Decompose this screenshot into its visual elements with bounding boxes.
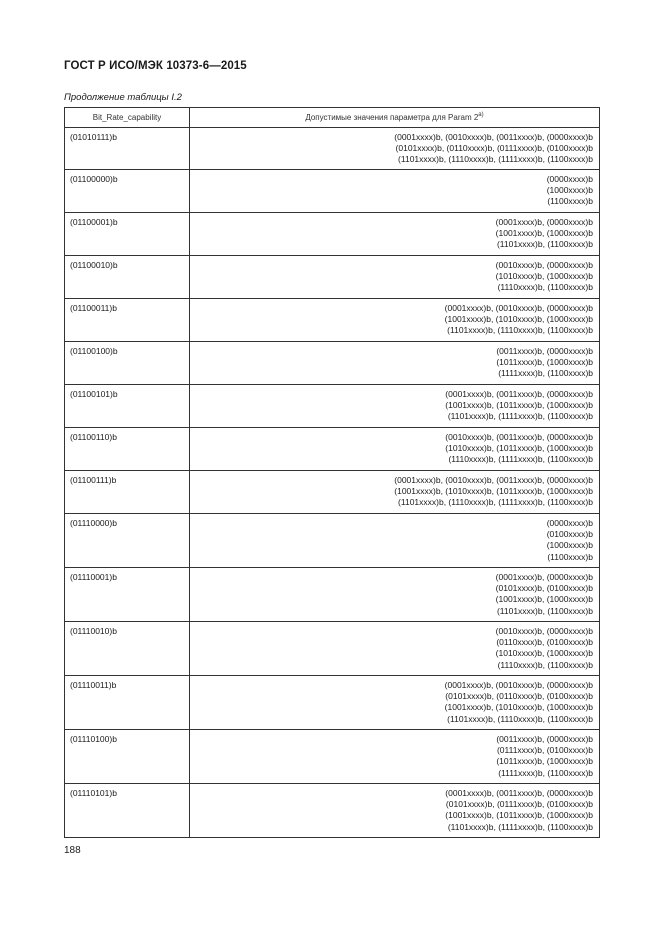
allowed-values-line: (1110xxxx)b, (1100xxxx)b — [497, 659, 593, 670]
bit-rate-code-cell: (01110010)b — [65, 622, 190, 676]
page-number: 188 — [64, 845, 81, 856]
allowed-values-line: (0110xxxx)b, (0100xxxx)b — [496, 637, 593, 648]
table-row — [65, 568, 600, 622]
table-row — [65, 622, 600, 676]
allowed-values-cell — [190, 568, 600, 622]
bit-rate-code-cell: (01100001)b — [65, 213, 190, 256]
bit-rate-code-cell: (01110000)b — [65, 514, 190, 568]
bit-rate-code-cell: (01100100)b — [65, 342, 190, 385]
allowed-values-line: (1000xxxx)b — [546, 540, 593, 551]
table-row — [65, 730, 600, 784]
allowed-values-cell — [190, 213, 600, 256]
table-row — [65, 514, 600, 568]
col-header-bit-rate: Bit_Rate_capability — [65, 108, 190, 128]
table-row — [65, 471, 600, 514]
allowed-values-line: (1011xxxx)b, (1000xxxx)b — [496, 756, 593, 767]
allowed-values-line: (1001xxxx)b, (1011xxxx)b, (1000xxxx)b — [445, 810, 593, 821]
allowed-values-line: (0010xxxx)b, (0000xxxx)b — [495, 626, 593, 636]
allowed-values-cell — [190, 471, 600, 514]
allowed-values-cell — [190, 676, 600, 730]
allowed-values-line: (1100xxxx)b — [547, 551, 593, 562]
allowed-values-line: (0000xxxx)b — [546, 518, 593, 528]
allowed-values-line: (0011xxxx)b, (0000xxxx)b — [496, 734, 593, 744]
allowed-values-line: (0101xxxx)b, (0110xxxx)b, (0100xxxx)b — [445, 691, 593, 702]
bit-rate-code-cell: (01100101)b — [65, 385, 190, 428]
bit-rate-code-cell: (01100011)b — [65, 299, 190, 342]
bit-rate-code-cell: (01110001)b — [65, 568, 190, 622]
allowed-values-line: (0001xxxx)b, (0010xxxx)b, (0011xxxx)b, (0000xxxx)b — [394, 475, 593, 485]
allowed-values-line: (1101xxxx)b, (1100xxxx)b — [496, 605, 593, 616]
allowed-values-line: (0101xxxx)b, (0100xxxx)b — [495, 583, 593, 594]
allowed-values-line: (1101xxxx)b, (1110xxxx)b, (1100xxxx)b — [447, 713, 593, 724]
allowed-values-cell — [190, 342, 600, 385]
allowed-values-line: (1101xxxx)b, (1110xxxx)b, (1111xxxx)b, (1100xxxx)b — [398, 154, 593, 165]
allowed-values-line: (1011xxxx)b, (1000xxxx)b — [496, 357, 593, 368]
allowed-values-line: (0000xxxx)b — [546, 174, 593, 184]
table-row — [65, 342, 600, 385]
allowed-values-line: (0001xxxx)b, (0011xxxx)b, (0000xxxx)b — [445, 788, 593, 798]
allowed-values-cell — [190, 385, 600, 428]
allowed-values-line: (1001xxxx)b, (1010xxxx)b, (1011xxxx)b, (1000xxxx)b — [394, 486, 593, 497]
table-row — [65, 385, 600, 428]
allowed-values-line: (1000xxxx)b — [546, 185, 593, 196]
allowed-values-line: (1101xxxx)b, (1110xxxx)b, (1100xxxx)b — [447, 325, 593, 336]
allowed-values-line: (1010xxxx)b, (1000xxxx)b — [495, 271, 593, 282]
document-header: ГОСТ Р ИСО/МЭК 10373-6—2015 — [64, 60, 247, 72]
allowed-values-line: (1001xxxx)b, (1010xxxx)b, (1000xxxx)b — [444, 702, 593, 713]
allowed-values-line: (1110xxxx)b, (1111xxxx)b, (1100xxxx)b — [448, 454, 593, 465]
allowed-values-line: (1111xxxx)b, (1100xxxx)b — [498, 767, 593, 778]
table-row — [65, 256, 600, 299]
bit-rate-code-cell: (01110101)b — [65, 784, 190, 838]
allowed-values-line: (1001xxxx)b, (1010xxxx)b, (1000xxxx)b — [444, 314, 593, 325]
allowed-values-line: (1111xxxx)b, (1100xxxx)b — [498, 368, 593, 379]
table-row — [65, 784, 600, 838]
bit-rate-code-cell: (01110011)b — [65, 676, 190, 730]
table-row — [65, 170, 600, 213]
allowed-values-cell — [190, 730, 600, 784]
allowed-values-line: (1001xxxx)b, (1000xxxx)b — [495, 594, 593, 605]
table-row — [65, 299, 600, 342]
table-row — [65, 676, 600, 730]
bit-rate-code-cell: (01100010)b — [65, 256, 190, 299]
allowed-values-cell — [190, 784, 600, 838]
allowed-values-line: (1101xxxx)b, (1111xxxx)b, (1100xxxx)b — [447, 411, 593, 422]
allowed-values-line: (0010xxxx)b, (0011xxxx)b, (0000xxxx)b — [445, 432, 593, 442]
allowed-values-line: (1001xxxx)b, (1000xxxx)b — [495, 228, 593, 239]
col-header-allowed-values-text: Допустимые значения параметра для Param 2 — [305, 112, 479, 122]
allowed-values-cell — [190, 299, 600, 342]
footnote-marker: a) — [478, 111, 484, 118]
bit-rate-code-cell: (01010111)b — [65, 128, 190, 170]
allowed-values-line: (1010xxxx)b, (1000xxxx)b — [495, 648, 593, 659]
bit-rate-code-cell: (01100000)b — [65, 170, 190, 213]
col-header-allowed-values — [190, 108, 600, 128]
allowed-values-line: (1101xxxx)b, (1111xxxx)b, (1100xxxx)b — [447, 821, 593, 832]
allowed-values-cell — [190, 170, 600, 213]
allowed-values-line: (1001xxxx)b, (1011xxxx)b, (1000xxxx)b — [445, 400, 593, 411]
allowed-values-line: (1100xxxx)b — [547, 196, 593, 207]
allowed-values-line: (1101xxxx)b, (1110xxxx)b, (1111xxxx)b, (1100xxxx)b — [398, 497, 593, 508]
table-row — [65, 128, 600, 170]
allowed-values-cell — [190, 514, 600, 568]
allowed-values-line: (0001xxxx)b, (0010xxxx)b, (0000xxxx)b — [444, 303, 593, 313]
allowed-values-line: (0011xxxx)b, (0000xxxx)b — [496, 346, 593, 356]
bit-rate-code-cell: (01100111)b — [65, 471, 190, 514]
allowed-values-cell — [190, 428, 600, 471]
allowed-values-cell — [190, 622, 600, 676]
bit-rate-code-cell: (01100110)b — [65, 428, 190, 471]
allowed-values-line: (0101xxxx)b, (0110xxxx)b, (0111xxxx)b, (0100xxxx)b — [395, 143, 593, 154]
bit-rate-table — [64, 107, 600, 838]
allowed-values-line: (0101xxxx)b, (0111xxxx)b, (0100xxxx)b — [445, 799, 593, 810]
allowed-values-line: (0001xxxx)b, (0000xxxx)b — [495, 217, 593, 227]
allowed-values-line: (0001xxxx)b, (0000xxxx)b — [495, 572, 593, 582]
bit-rate-code-cell: (01110100)b — [65, 730, 190, 784]
allowed-values-line: (0111xxxx)b, (0100xxxx)b — [496, 745, 593, 756]
allowed-values-line: (0001xxxx)b, (0010xxxx)b, (0011xxxx)b, (0000xxxx)b — [394, 132, 593, 142]
table-row — [65, 428, 600, 471]
table-row — [65, 213, 600, 256]
table-caption: Продолжение таблицы I.2 — [64, 92, 182, 103]
allowed-values-line: (0001xxxx)b, (0010xxxx)b, (0000xxxx)b — [444, 680, 593, 690]
allowed-values-line: (0100xxxx)b — [546, 529, 593, 540]
allowed-values-line: (1010xxxx)b, (1011xxxx)b, (1000xxxx)b — [445, 443, 593, 454]
allowed-values-cell — [190, 128, 600, 170]
allowed-values-line: (1101xxxx)b, (1100xxxx)b — [496, 239, 593, 250]
allowed-values-line: (0001xxxx)b, (0011xxxx)b, (0000xxxx)b — [445, 389, 593, 399]
allowed-values-cell — [190, 256, 600, 299]
allowed-values-line: (0010xxxx)b, (0000xxxx)b — [495, 260, 593, 270]
allowed-values-line: (1110xxxx)b, (1100xxxx)b — [497, 282, 593, 293]
table-header-row — [65, 108, 600, 128]
